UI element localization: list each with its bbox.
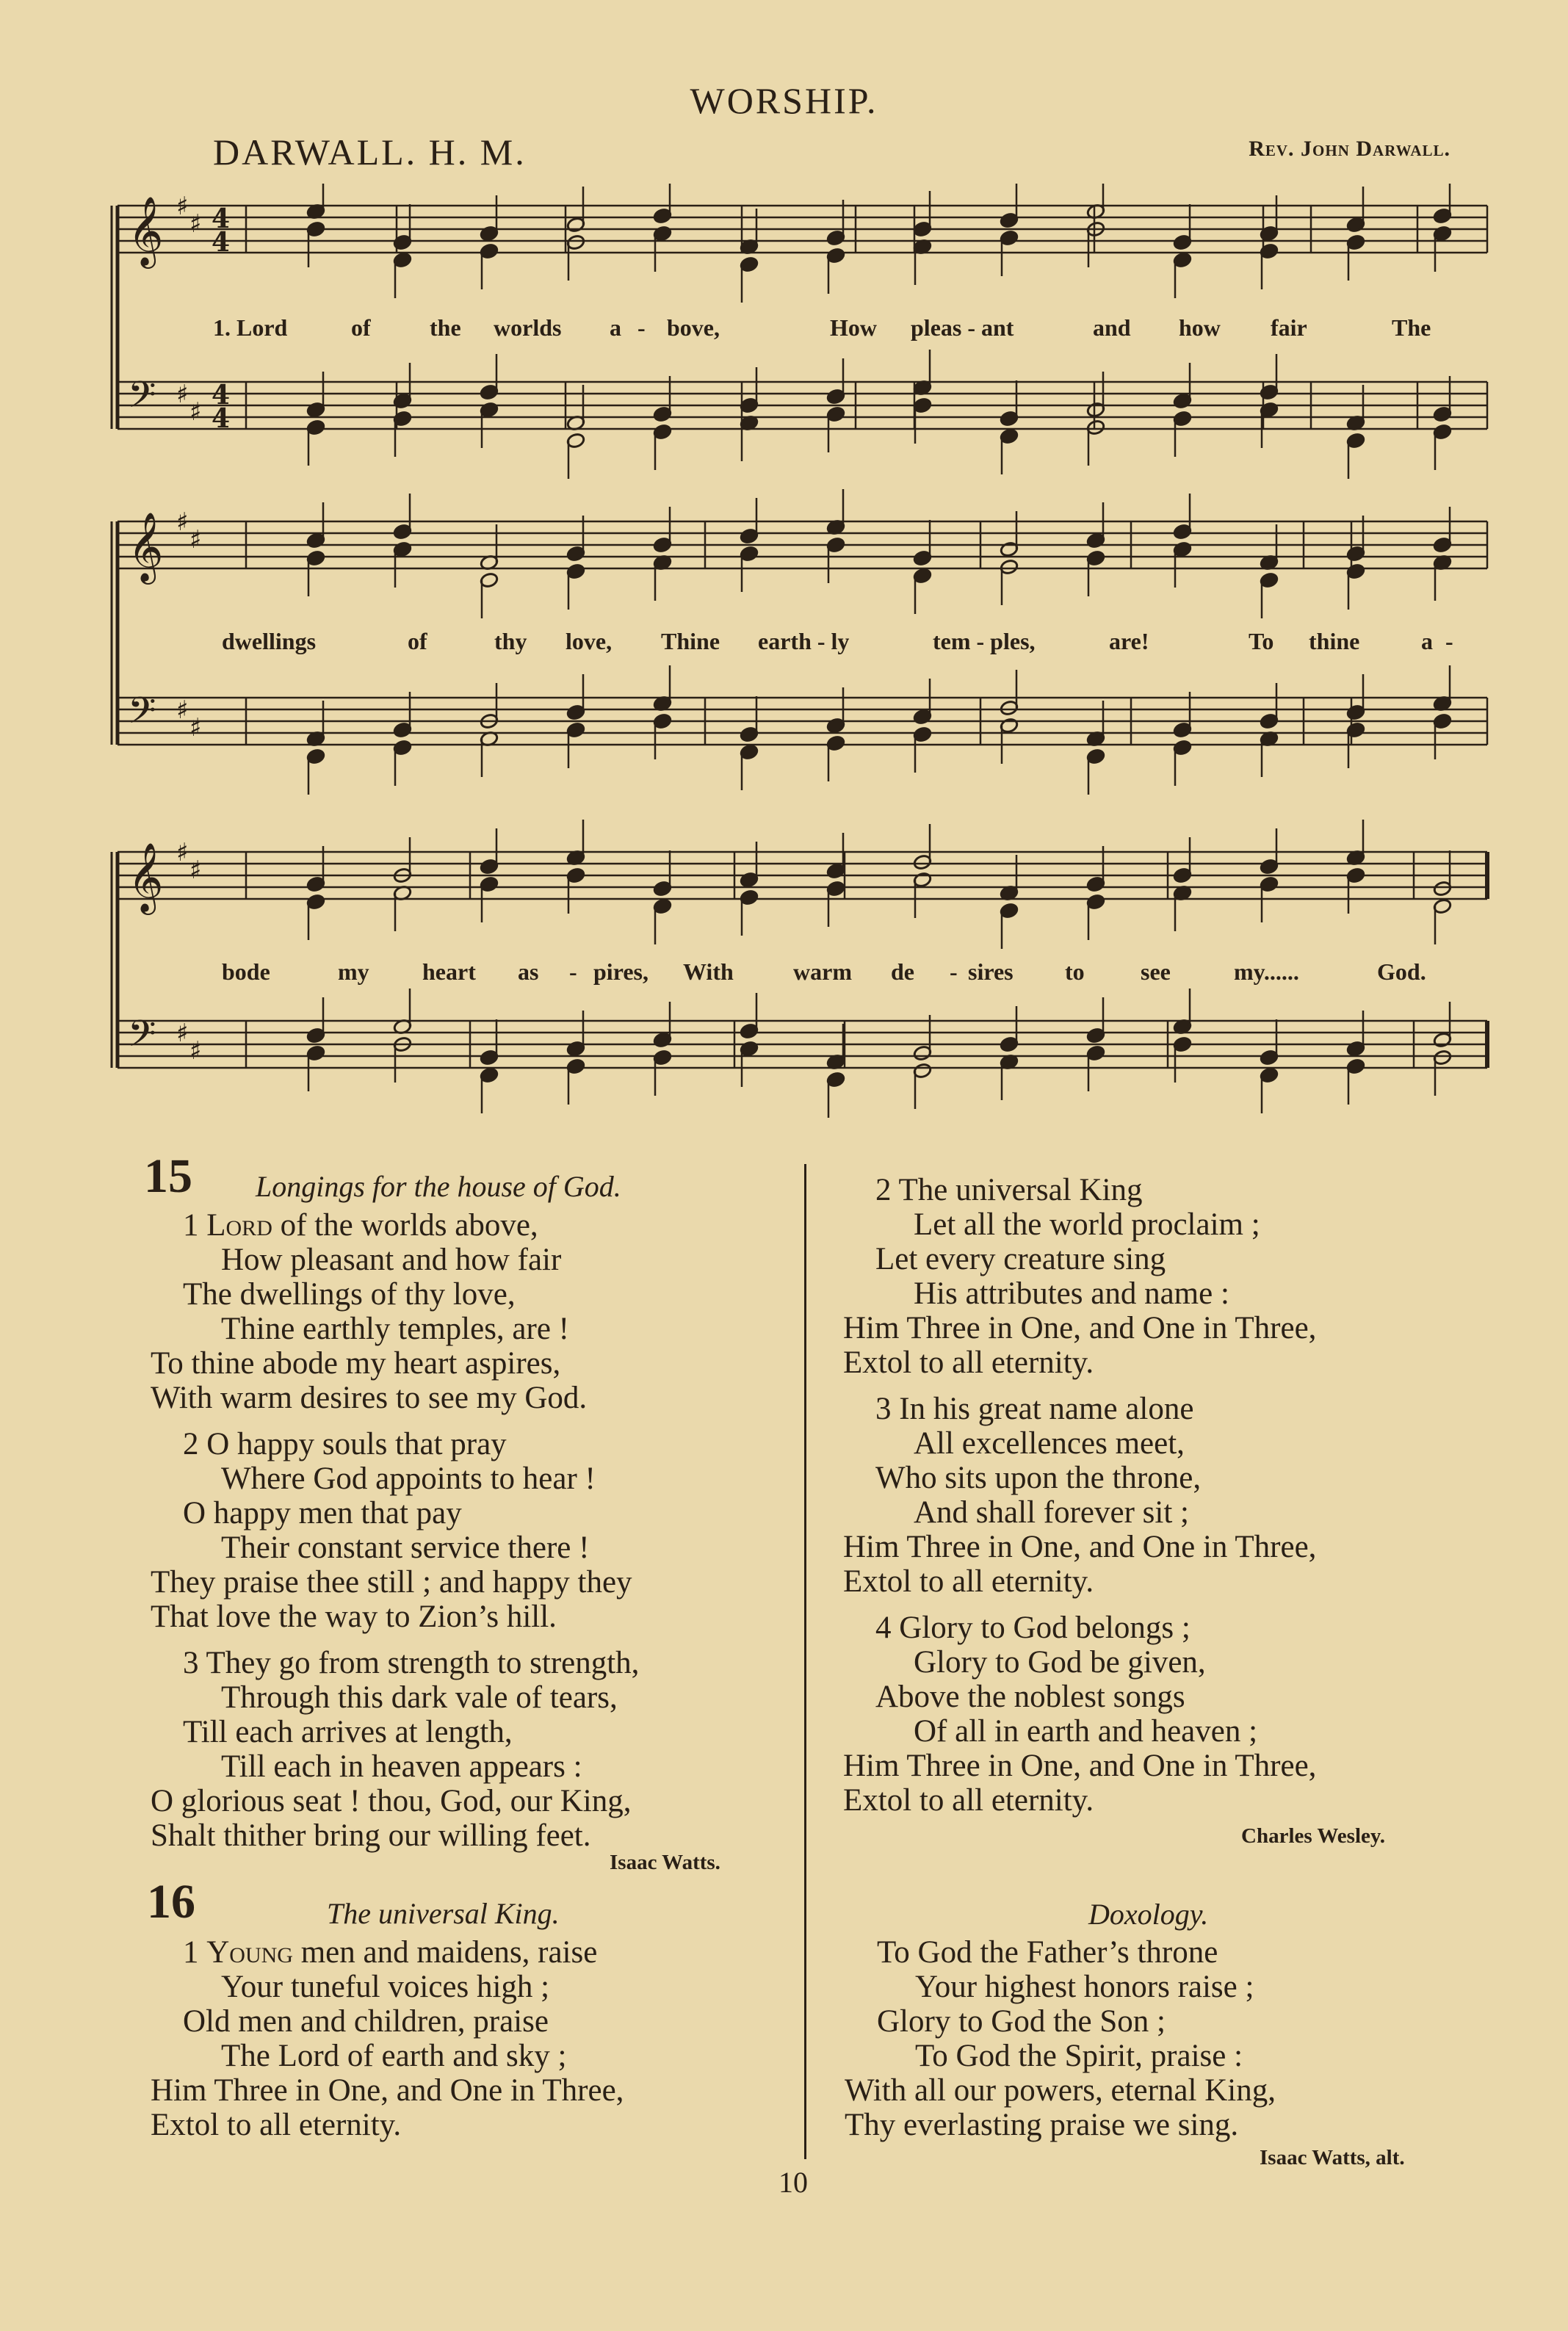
doxology-title: Doxology. xyxy=(1088,1898,1209,1931)
hymn-15-verse-1-line-5: To thine abode my heart aspires, xyxy=(151,1346,561,1381)
hymn-16-verse-1-line-5: Him Three in One, and One in Three, xyxy=(151,2073,624,2108)
page-number: 10 xyxy=(778,2166,808,2199)
doxology-line-1: To God the Father’s throne xyxy=(877,1935,1218,1970)
lyric-syllable: of xyxy=(408,628,427,654)
sharp-symbol: ♯ xyxy=(189,209,202,239)
hymn-16-number: 16 xyxy=(147,1875,195,1929)
hymn-16-verse-3-line-3: Who sits upon the throne, xyxy=(875,1461,1202,1495)
lyric-syllable: how xyxy=(1179,314,1221,341)
lyric-syllable: - xyxy=(569,958,577,985)
doxology-line-6: Thy everlasting praise we sing. xyxy=(845,2108,1239,2142)
lyric-syllable: and xyxy=(1093,314,1131,341)
hymn-15-verse-2-line-2: Where God appoints to hear ! xyxy=(221,1461,596,1496)
doxology-text xyxy=(845,1935,1276,2142)
hymn-16-verses-2-4 xyxy=(843,1173,1316,1818)
lyric-syllable: tem - ples, xyxy=(933,628,1036,654)
sharp-symbol: ♯ xyxy=(189,397,202,427)
hymn-16-verse-1-line-2: Your tuneful voices high ; xyxy=(221,1970,550,2004)
sharp-symbol: ♯ xyxy=(189,713,202,742)
hymn-16-verse-3-line-2: All excellences meet, xyxy=(914,1426,1185,1461)
hymn-15-author: Isaac Watts. xyxy=(610,1851,720,1874)
doxology-line-3: Glory to God the Son ; xyxy=(877,2004,1166,2039)
sharp-symbol: ♯ xyxy=(189,856,202,885)
lyric-syllable: my...... xyxy=(1234,958,1299,985)
time-signature-digit: 4 xyxy=(212,203,231,234)
lyric-syllable: worlds xyxy=(494,314,562,341)
hymn-15-verse-2-line-4: Their constant service there ! xyxy=(221,1530,590,1565)
hymn-15-verse-1-line-4: Thine earthly temples, are ! xyxy=(221,1312,569,1346)
lyric-syllable: to xyxy=(1065,958,1085,985)
sharp-symbol: ♯ xyxy=(176,192,189,221)
treble-clef: 𝄞 xyxy=(128,196,164,266)
sharp-symbol: ♯ xyxy=(176,507,189,537)
hymn-16-verse-4-line-3: Above the noblest songs xyxy=(875,1680,1185,1714)
hymn-15-verse-3-line-3: Till each arrives at length, xyxy=(183,1715,513,1749)
lyric-syllable: sires xyxy=(968,958,1014,985)
hymn-16-verse-1-line-4: The Lord of earth and sky ; xyxy=(221,2039,567,2073)
hymn-16-verse-4-line-6: Extol to all eternity. xyxy=(843,1783,1094,1818)
lyric-syllable: are! xyxy=(1109,628,1149,654)
hymn-15-verse-3-line-5: O glorious seat ! thou, God, our King, xyxy=(151,1784,632,1818)
hymn-16-verse-2-line-5: Him Three in One, and One in Three, xyxy=(843,1311,1317,1345)
lyric-syllable: earth - ly xyxy=(758,628,850,654)
sharp-symbol: ♯ xyxy=(176,838,189,867)
hymn-16-verse-1-line-1: 1 Young men and maidens, raise xyxy=(183,1935,598,1970)
bass-clef: 𝄢 xyxy=(128,690,156,741)
lyric-syllable: Thine xyxy=(661,628,720,654)
hymn-15-verse-1-line-1: 1 Lord of the worlds above, xyxy=(183,1208,538,1243)
lyric-syllable: see xyxy=(1141,958,1171,985)
hymn-16-verse-3-line-6: Extol to all eternity. xyxy=(843,1564,1094,1599)
lyric-syllable: How xyxy=(830,314,877,341)
lyric-syllable: thine xyxy=(1309,628,1360,654)
lyric-syllable: dwellings xyxy=(222,628,317,654)
doxology-author: Isaac Watts, alt. xyxy=(1260,2146,1405,2169)
hymn-16-verse-2-line-6: Extol to all eternity. xyxy=(843,1345,1094,1380)
lyric-syllable: a xyxy=(1421,628,1433,654)
column-divider xyxy=(804,1164,806,2159)
hymn-16-verse-3-line-5: Him Three in One, and One in Three, xyxy=(843,1530,1317,1564)
lyric-syllable: thy xyxy=(494,628,527,654)
hymn-15-verse-3-line-6: Shalt thither bring our willing feet. xyxy=(151,1818,591,1853)
hymn-15-verse-2-line-3: O happy men that pay xyxy=(183,1496,462,1530)
hymn-15-number: 15 xyxy=(144,1149,192,1203)
hymn-15-verse-1-line-3: The dwellings of thy love, xyxy=(183,1277,516,1312)
hymn-16-verse-2-line-3: Let every creature sing xyxy=(875,1242,1166,1276)
hymn-15-verse-3-line-1: 3 They go from strength to strength, xyxy=(183,1646,640,1680)
sharp-symbol: ♯ xyxy=(176,1019,189,1048)
hymn-15-verse-3-line-2: Through this dark vale of tears, xyxy=(221,1680,618,1715)
lyric-syllable: God. xyxy=(1377,958,1426,985)
lyric-syllable: fair xyxy=(1271,314,1307,341)
hymn-16-verse-2-line-4: His attributes and name : xyxy=(914,1276,1229,1311)
hymn-16-verse-3-line-1: 3 In his great name alone xyxy=(875,1392,1194,1426)
lyric-syllable: the xyxy=(430,314,461,341)
lyric-syllable: pires, xyxy=(593,958,648,985)
hymn-15-verse-2-line-6: That love the way to Zion’s hill. xyxy=(151,1600,557,1634)
lyric-syllable: a xyxy=(610,314,621,341)
time-signature-digit: 4 xyxy=(212,227,231,258)
lyric-syllable: - xyxy=(1445,628,1453,654)
lyric-syllable: - xyxy=(637,314,646,341)
doxology-line-4: To God the Spirit, praise : xyxy=(915,2039,1243,2073)
hymn-16-verse-1 xyxy=(151,1935,624,2142)
lyric-syllable: bove, xyxy=(667,314,720,341)
lyric-syllable: With xyxy=(683,958,734,985)
treble-clef: 𝄞 xyxy=(128,512,164,582)
tune-name: DARWALL. H. M. xyxy=(213,131,527,173)
hymn-15-text xyxy=(151,1208,639,1853)
hymn-16-verse-3-line-4: And shall forever sit ; xyxy=(914,1495,1189,1530)
hymn-15-title: Longings for the house of God. xyxy=(256,1170,621,1203)
doxology-line-5: With all our powers, eternal King, xyxy=(845,2073,1276,2108)
lyric-syllable: of xyxy=(351,314,371,341)
hymn-15-verse-1-line-6: With warm desires to see my God. xyxy=(151,1381,588,1415)
lyric-syllable: love, xyxy=(566,628,613,654)
hymn-15-verse-2-line-5: They praise thee still ; and happy they xyxy=(151,1565,632,1600)
sharp-symbol: ♯ xyxy=(176,695,189,725)
hymn-16-verse-4-line-4: Of all in earth and heaven ; xyxy=(914,1714,1258,1749)
time-signature-digit: 4 xyxy=(212,403,231,434)
hymn-16-title: The universal King. xyxy=(327,1897,560,1930)
tune-composer: Rev. John Darwall. xyxy=(1249,137,1450,161)
hymn-16-verse-2-line-2: Let all the world proclaim ; xyxy=(914,1207,1260,1242)
lyric-syllable: bode xyxy=(222,958,270,985)
lyric-syllable: pleas - ant xyxy=(911,314,1014,341)
hymn-16-verse-1-line-3: Old men and children, praise xyxy=(183,2004,549,2039)
hymn-15-verse-2-line-1: 2 O happy souls that pray xyxy=(183,1427,507,1461)
hymn-15-verse-3-line-4: Till each in heaven appears : xyxy=(221,1749,582,1784)
bass-clef: 𝄢 xyxy=(128,1013,156,1064)
lyric-syllable: my xyxy=(338,958,369,985)
section-title: WORSHIP. xyxy=(690,80,878,121)
sharp-symbol: ♯ xyxy=(189,1036,202,1066)
sharp-symbol: ♯ xyxy=(189,525,202,554)
time-signature-digit: 4 xyxy=(212,380,231,411)
lyric-syllable: To xyxy=(1249,628,1274,654)
hymn-16-verse-4-line-1: 4 Glory to God belongs ; xyxy=(875,1611,1191,1645)
lyric-syllable: warm xyxy=(793,958,852,985)
hymn-16-verse-4-line-2: Glory to God be given, xyxy=(914,1645,1206,1680)
hymn-16-verse-1-line-6: Extol to all eternity. xyxy=(151,2108,402,2142)
hymn-15-verse-1-line-2: How pleasant and how fair xyxy=(221,1243,562,1277)
hymn-16-verse-2-line-1: 2 The universal King xyxy=(875,1173,1143,1207)
lyric-syllable: - xyxy=(950,958,958,985)
doxology-line-2: Your highest honors raise ; xyxy=(915,1970,1254,2004)
lyric-syllable: de xyxy=(891,958,914,985)
bass-clef: 𝄢 xyxy=(128,374,156,425)
lyric-syllable: 1. Lord xyxy=(213,314,288,341)
sharp-symbol: ♯ xyxy=(176,380,189,409)
hymn-16-verse-4-line-5: Him Three in One, and One in Three, xyxy=(843,1749,1317,1783)
lyric-syllable: The xyxy=(1392,314,1431,341)
treble-clef: 𝄞 xyxy=(128,842,164,912)
hymn-16-author: Charles Wesley. xyxy=(1241,1824,1386,1848)
lyric-syllable: as xyxy=(518,958,539,985)
lyric-syllable: heart xyxy=(422,958,476,985)
